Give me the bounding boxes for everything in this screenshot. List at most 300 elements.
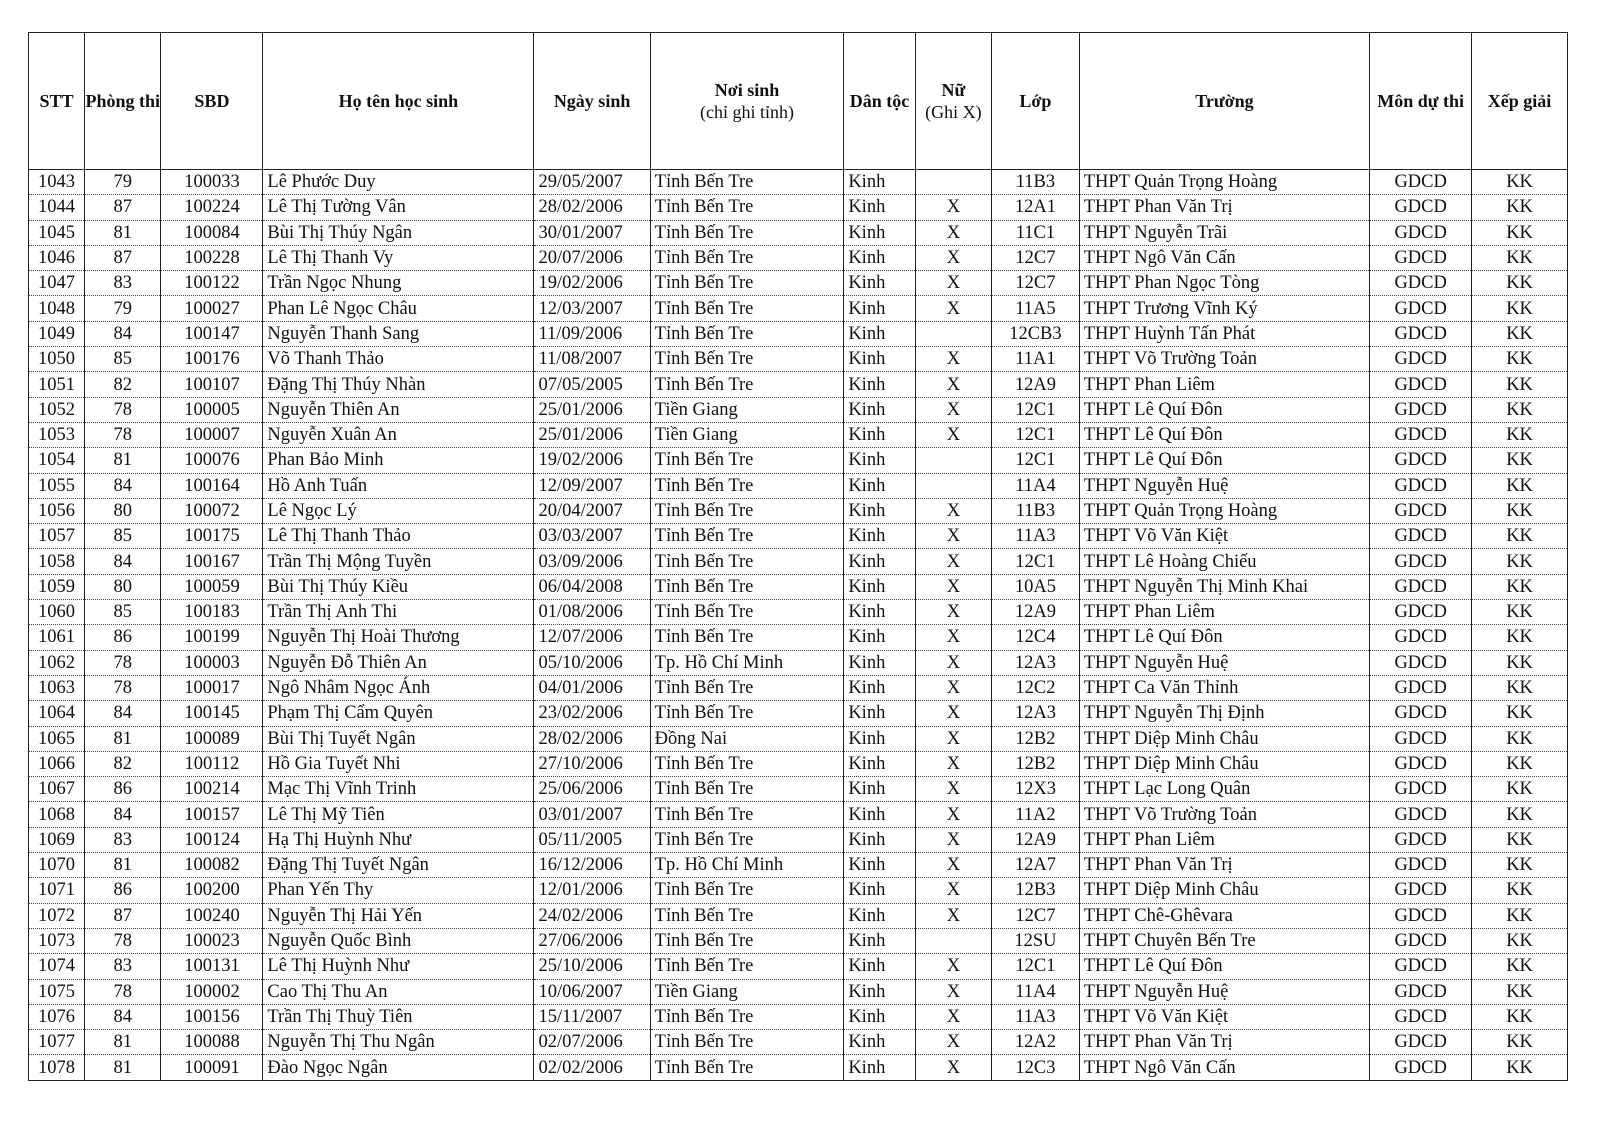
cell-truong: THPT Lê Quí Đôn	[1079, 625, 1369, 650]
cell-dan-toc: Kinh	[844, 170, 915, 195]
cell-ngay-sinh: 29/05/2007	[534, 170, 650, 195]
table-row	[29, 296, 1568, 321]
cell-truong: THPT Diệp Minh Châu	[1079, 726, 1369, 751]
cell-stt: 1078	[29, 1055, 85, 1080]
cell-ngay-sinh: 25/01/2006	[534, 397, 650, 422]
cell-phong-thi: 87	[85, 245, 161, 270]
cell-noi-sinh: Tỉnh Bến Tre	[650, 802, 844, 827]
cell-phong-thi: 78	[85, 928, 161, 953]
cell-stt: 1052	[29, 397, 85, 422]
cell-mon: GDCD	[1370, 1055, 1472, 1080]
table-row	[29, 448, 1568, 473]
table-row	[29, 422, 1568, 447]
cell-xep-giai: KK	[1472, 853, 1568, 878]
cell-mon: GDCD	[1370, 625, 1472, 650]
cell-nu: X	[915, 726, 991, 751]
cell-dan-toc: Kinh	[844, 347, 915, 372]
cell-lop: 11B3	[992, 498, 1080, 523]
cell-phong-thi: 87	[85, 195, 161, 220]
table-row	[29, 347, 1568, 372]
cell-nu: X	[915, 979, 991, 1004]
cell-lop: 12C1	[992, 549, 1080, 574]
col-header-ho-ten: Họ tên học sinh	[263, 33, 534, 170]
cell-noi-sinh: Tỉnh Bến Tre	[650, 777, 844, 802]
cell-phong-thi: 83	[85, 271, 161, 296]
cell-dan-toc: Kinh	[844, 372, 915, 397]
cell-stt: 1061	[29, 625, 85, 650]
cell-nu: X	[915, 878, 991, 903]
cell-phong-thi: 79	[85, 296, 161, 321]
table-row	[29, 574, 1568, 599]
cell-ho-ten: Phạm Thị Cẩm Quyên	[263, 701, 534, 726]
cell-truong: THPT Lạc Long Quân	[1079, 777, 1369, 802]
cell-stt: 1073	[29, 928, 85, 953]
cell-noi-sinh: Tỉnh Bến Tre	[650, 245, 844, 270]
col-header-lop: Lớp	[992, 33, 1080, 170]
cell-dan-toc: Kinh	[844, 954, 915, 979]
cell-truong: THPT Phan Liêm	[1079, 372, 1369, 397]
cell-nu: X	[915, 954, 991, 979]
cell-nu	[915, 170, 991, 195]
cell-xep-giai: KK	[1472, 650, 1568, 675]
cell-lop: 12B2	[992, 726, 1080, 751]
cell-dan-toc: Kinh	[844, 777, 915, 802]
cell-dan-toc: Kinh	[844, 448, 915, 473]
cell-ho-ten: Đào Ngọc Ngân	[263, 1055, 534, 1080]
cell-ngay-sinh: 04/01/2006	[534, 675, 650, 700]
cell-mon: GDCD	[1370, 701, 1472, 726]
cell-truong: THPT Phan Văn Trị	[1079, 1030, 1369, 1055]
cell-truong: THPT Lê Quí Đôn	[1079, 422, 1369, 447]
cell-phong-thi: 81	[85, 1055, 161, 1080]
cell-lop: 12A9	[992, 600, 1080, 625]
cell-lop: 12CB3	[992, 321, 1080, 346]
cell-sbd: 100200	[161, 878, 263, 903]
cell-sbd: 100072	[161, 498, 263, 523]
cell-xep-giai: KK	[1472, 296, 1568, 321]
cell-ho-ten: Nguyễn Thị Hoài Thương	[263, 625, 534, 650]
cell-stt: 1066	[29, 751, 85, 776]
cell-xep-giai: KK	[1472, 397, 1568, 422]
nu-label: Nữ	[941, 80, 966, 100]
col-header-nu	[915, 33, 991, 170]
cell-nu: X	[915, 751, 991, 776]
table-row	[29, 650, 1568, 675]
cell-lop: 12B2	[992, 751, 1080, 776]
cell-lop: 12C3	[992, 1055, 1080, 1080]
cell-stt: 1063	[29, 675, 85, 700]
cell-sbd: 100145	[161, 701, 263, 726]
cell-ho-ten: Lê Ngọc Lý	[263, 498, 534, 523]
noi-sinh-label: Nơi sinh	[714, 80, 780, 100]
cell-ho-ten: Trần Thị Mộng Tuyền	[263, 549, 534, 574]
cell-lop: 10A5	[992, 574, 1080, 599]
cell-ngay-sinh: 12/03/2007	[534, 296, 650, 321]
cell-nu: X	[915, 903, 991, 928]
cell-phong-thi: 81	[85, 220, 161, 245]
cell-truong: THPT Võ Văn Kiệt	[1079, 1004, 1369, 1029]
cell-noi-sinh: Tỉnh Bến Tre	[650, 878, 844, 903]
cell-dan-toc: Kinh	[844, 271, 915, 296]
cell-sbd: 100164	[161, 473, 263, 498]
cell-ho-ten: Ngô Nhâm Ngọc Ánh	[263, 675, 534, 700]
cell-dan-toc: Kinh	[844, 726, 915, 751]
cell-nu: X	[915, 1004, 991, 1029]
cell-xep-giai: KK	[1472, 777, 1568, 802]
cell-xep-giai: KK	[1472, 954, 1568, 979]
table-row	[29, 954, 1568, 979]
cell-ho-ten: Lê Thị Mỹ Tiên	[263, 802, 534, 827]
cell-noi-sinh: Tỉnh Bến Tre	[650, 903, 844, 928]
cell-xep-giai: KK	[1472, 979, 1568, 1004]
cell-phong-thi: 84	[85, 321, 161, 346]
cell-xep-giai: KK	[1472, 751, 1568, 776]
cell-truong: THPT Lê Quí Đôn	[1079, 397, 1369, 422]
cell-sbd: 100003	[161, 650, 263, 675]
cell-mon: GDCD	[1370, 170, 1472, 195]
cell-stt: 1047	[29, 271, 85, 296]
cell-sbd: 100199	[161, 625, 263, 650]
cell-nu: X	[915, 347, 991, 372]
cell-ngay-sinh: 03/09/2006	[534, 549, 650, 574]
cell-xep-giai: KK	[1472, 675, 1568, 700]
cell-ngay-sinh: 10/06/2007	[534, 979, 650, 1004]
table-row	[29, 625, 1568, 650]
cell-sbd: 100122	[161, 271, 263, 296]
cell-mon: GDCD	[1370, 600, 1472, 625]
cell-nu: X	[915, 574, 991, 599]
cell-ngay-sinh: 01/08/2006	[534, 600, 650, 625]
cell-noi-sinh: Tỉnh Bến Tre	[650, 170, 844, 195]
table-row	[29, 726, 1568, 751]
cell-mon: GDCD	[1370, 1030, 1472, 1055]
cell-ho-ten: Mạc Thị Vĩnh Trinh	[263, 777, 534, 802]
table-row	[29, 853, 1568, 878]
cell-truong: THPT Nguyễn Huệ	[1079, 473, 1369, 498]
cell-dan-toc: Kinh	[844, 1055, 915, 1080]
cell-ho-ten: Hồ Anh Tuấn	[263, 473, 534, 498]
cell-lop: 12C2	[992, 675, 1080, 700]
col-header-truong: Trường	[1079, 33, 1369, 170]
cell-ngay-sinh: 20/07/2006	[534, 245, 650, 270]
cell-ngay-sinh: 25/06/2006	[534, 777, 650, 802]
cell-noi-sinh: Tỉnh Bến Tre	[650, 271, 844, 296]
cell-truong: THPT Chuyên Bến Tre	[1079, 928, 1369, 953]
cell-stt: 1059	[29, 574, 85, 599]
cell-nu: X	[915, 549, 991, 574]
cell-mon: GDCD	[1370, 726, 1472, 751]
cell-sbd: 100091	[161, 1055, 263, 1080]
cell-nu: X	[915, 220, 991, 245]
cell-phong-thi: 80	[85, 574, 161, 599]
table-row	[29, 372, 1568, 397]
cell-ngay-sinh: 24/02/2006	[534, 903, 650, 928]
cell-xep-giai: KK	[1472, 372, 1568, 397]
cell-phong-thi: 84	[85, 473, 161, 498]
cell-ngay-sinh: 30/01/2007	[534, 220, 650, 245]
cell-xep-giai: KK	[1472, 422, 1568, 447]
cell-nu	[915, 473, 991, 498]
cell-ngay-sinh: 02/07/2006	[534, 1030, 650, 1055]
cell-noi-sinh: Tỉnh Bến Tre	[650, 1004, 844, 1029]
header-row	[29, 33, 1568, 170]
table-row	[29, 321, 1568, 346]
cell-sbd: 100017	[161, 675, 263, 700]
cell-phong-thi: 82	[85, 372, 161, 397]
cell-xep-giai: KK	[1472, 473, 1568, 498]
cell-nu: X	[915, 245, 991, 270]
cell-noi-sinh: Tỉnh Bến Tre	[650, 600, 844, 625]
cell-stt: 1075	[29, 979, 85, 1004]
cell-ngay-sinh: 12/07/2006	[534, 625, 650, 650]
cell-stt: 1050	[29, 347, 85, 372]
cell-xep-giai: KK	[1472, 701, 1568, 726]
cell-noi-sinh: Tỉnh Bến Tre	[650, 448, 844, 473]
cell-mon: GDCD	[1370, 448, 1472, 473]
table-row	[29, 397, 1568, 422]
cell-mon: GDCD	[1370, 195, 1472, 220]
cell-noi-sinh: Tỉnh Bến Tre	[650, 524, 844, 549]
cell-lop: 11A1	[992, 347, 1080, 372]
cell-sbd: 100228	[161, 245, 263, 270]
cell-stt: 1055	[29, 473, 85, 498]
cell-ho-ten: Cao Thị Thu An	[263, 979, 534, 1004]
cell-noi-sinh: Tỉnh Bến Tre	[650, 625, 844, 650]
cell-xep-giai: KK	[1472, 170, 1568, 195]
cell-nu: X	[915, 701, 991, 726]
cell-phong-thi: 84	[85, 701, 161, 726]
cell-stt: 1046	[29, 245, 85, 270]
cell-dan-toc: Kinh	[844, 397, 915, 422]
cell-lop: 12A7	[992, 853, 1080, 878]
cell-lop: 11B3	[992, 170, 1080, 195]
cell-nu: X	[915, 1030, 991, 1055]
cell-phong-thi: 81	[85, 726, 161, 751]
cell-ho-ten: Nguyễn Thiên An	[263, 397, 534, 422]
cell-lop: 11A3	[992, 524, 1080, 549]
cell-dan-toc: Kinh	[844, 675, 915, 700]
cell-xep-giai: KK	[1472, 321, 1568, 346]
cell-truong: THPT Nguyễn Huệ	[1079, 650, 1369, 675]
cell-sbd: 100214	[161, 777, 263, 802]
col-header-dan-toc: Dân tộc	[844, 33, 915, 170]
cell-ho-ten: Trần Thị Anh Thi	[263, 600, 534, 625]
cell-mon: GDCD	[1370, 473, 1472, 498]
cell-ngay-sinh: 07/05/2005	[534, 372, 650, 397]
cell-nu: X	[915, 600, 991, 625]
cell-dan-toc: Kinh	[844, 321, 915, 346]
cell-truong: THPT Ngô Văn Cấn	[1079, 245, 1369, 270]
cell-lop: 12C7	[992, 245, 1080, 270]
cell-lop: 12C7	[992, 903, 1080, 928]
cell-xep-giai: KK	[1472, 878, 1568, 903]
table-row	[29, 245, 1568, 270]
cell-stt: 1045	[29, 220, 85, 245]
cell-xep-giai: KK	[1472, 549, 1568, 574]
cell-lop: 12X3	[992, 777, 1080, 802]
cell-truong: THPT Nguyễn Thị Minh Khai	[1079, 574, 1369, 599]
cell-mon: GDCD	[1370, 853, 1472, 878]
cell-sbd: 100124	[161, 827, 263, 852]
cell-sbd: 100147	[161, 321, 263, 346]
cell-xep-giai: KK	[1472, 347, 1568, 372]
cell-mon: GDCD	[1370, 675, 1472, 700]
cell-mon: GDCD	[1370, 372, 1472, 397]
cell-ho-ten: Đặng Thị Thúy Nhàn	[263, 372, 534, 397]
noi-sinh-note: (chỉ ghi tỉnh)	[700, 102, 794, 122]
cell-noi-sinh: Tiền Giang	[650, 397, 844, 422]
cell-phong-thi: 83	[85, 954, 161, 979]
cell-truong: THPT Nguyễn Trãi	[1079, 220, 1369, 245]
cell-phong-thi: 78	[85, 650, 161, 675]
cell-lop: 12A2	[992, 1030, 1080, 1055]
cell-truong: THPT Phan Văn Trị	[1079, 853, 1369, 878]
cell-phong-thi: 82	[85, 751, 161, 776]
cell-phong-thi: 85	[85, 524, 161, 549]
cell-ngay-sinh: 19/02/2006	[534, 271, 650, 296]
cell-noi-sinh: Tỉnh Bến Tre	[650, 1055, 844, 1080]
cell-ho-ten: Nguyễn Xuân An	[263, 422, 534, 447]
cell-xep-giai: KK	[1472, 928, 1568, 953]
cell-sbd: 100112	[161, 751, 263, 776]
cell-nu: X	[915, 296, 991, 321]
cell-ngay-sinh: 12/09/2007	[534, 473, 650, 498]
cell-ngay-sinh: 25/01/2006	[534, 422, 650, 447]
cell-stt: 1077	[29, 1030, 85, 1055]
cell-dan-toc: Kinh	[844, 422, 915, 447]
col-header-stt: STT	[29, 33, 85, 170]
cell-ngay-sinh: 28/02/2006	[534, 726, 650, 751]
cell-mon: GDCD	[1370, 271, 1472, 296]
cell-lop: 12C1	[992, 448, 1080, 473]
cell-mon: GDCD	[1370, 245, 1472, 270]
cell-ho-ten: Hồ Gia Tuyết Nhi	[263, 751, 534, 776]
cell-truong: THPT Quản Trọng Hoàng	[1079, 170, 1369, 195]
cell-ngay-sinh: 12/01/2006	[534, 878, 650, 903]
cell-stt: 1069	[29, 827, 85, 852]
cell-noi-sinh: Tỉnh Bến Tre	[650, 498, 844, 523]
cell-noi-sinh: Tỉnh Bến Tre	[650, 701, 844, 726]
cell-dan-toc: Kinh	[844, 751, 915, 776]
cell-nu: X	[915, 271, 991, 296]
cell-ngay-sinh: 28/02/2006	[534, 195, 650, 220]
cell-sbd: 100082	[161, 853, 263, 878]
cell-stt: 1065	[29, 726, 85, 751]
cell-noi-sinh: Tiền Giang	[650, 422, 844, 447]
cell-mon: GDCD	[1370, 574, 1472, 599]
cell-lop: 12C7	[992, 271, 1080, 296]
cell-noi-sinh: Tỉnh Bến Tre	[650, 195, 844, 220]
cell-ngay-sinh: 11/09/2006	[534, 321, 650, 346]
table-row	[29, 675, 1568, 700]
cell-mon: GDCD	[1370, 751, 1472, 776]
cell-lop: 12SU	[992, 928, 1080, 953]
col-header-noi-sinh	[650, 33, 844, 170]
cell-dan-toc: Kinh	[844, 928, 915, 953]
cell-stt: 1056	[29, 498, 85, 523]
cell-nu	[915, 448, 991, 473]
cell-xep-giai: KK	[1472, 827, 1568, 852]
cell-ho-ten: Nguyễn Quốc Bình	[263, 928, 534, 953]
cell-xep-giai: KK	[1472, 524, 1568, 549]
cell-stt: 1051	[29, 372, 85, 397]
cell-dan-toc: Kinh	[844, 549, 915, 574]
col-header-phong-thi: Phòng thi	[85, 33, 161, 170]
cell-mon: GDCD	[1370, 777, 1472, 802]
cell-dan-toc: Kinh	[844, 473, 915, 498]
cell-noi-sinh: Tỉnh Bến Tre	[650, 296, 844, 321]
cell-lop: 12A9	[992, 827, 1080, 852]
cell-dan-toc: Kinh	[844, 701, 915, 726]
cell-phong-thi: 81	[85, 448, 161, 473]
cell-ho-ten: Trần Thị Thuỳ Tiên	[263, 1004, 534, 1029]
cell-sbd: 100167	[161, 549, 263, 574]
cell-stt: 1043	[29, 170, 85, 195]
cell-ho-ten: Nguyễn Thanh Sang	[263, 321, 534, 346]
cell-dan-toc: Kinh	[844, 524, 915, 549]
cell-noi-sinh: Tỉnh Bến Tre	[650, 473, 844, 498]
cell-truong: THPT Nguyễn Huệ	[1079, 979, 1369, 1004]
cell-xep-giai: KK	[1472, 1055, 1568, 1080]
cell-xep-giai: KK	[1472, 271, 1568, 296]
cell-mon: GDCD	[1370, 802, 1472, 827]
cell-noi-sinh: Tỉnh Bến Tre	[650, 675, 844, 700]
cell-stt: 1062	[29, 650, 85, 675]
cell-sbd: 100002	[161, 979, 263, 1004]
cell-ho-ten: Hạ Thị Huỳnh Như	[263, 827, 534, 852]
table-header	[29, 33, 1568, 170]
col-header-sbd: SBD	[161, 33, 263, 170]
cell-xep-giai: KK	[1472, 574, 1568, 599]
cell-noi-sinh: Tiền Giang	[650, 979, 844, 1004]
cell-noi-sinh: Tỉnh Bến Tre	[650, 549, 844, 574]
cell-truong: THPT Lê Quí Đôn	[1079, 954, 1369, 979]
cell-ho-ten: Võ Thanh Thảo	[263, 347, 534, 372]
cell-ngay-sinh: 03/01/2007	[534, 802, 650, 827]
cell-truong: THPT Trương Vĩnh Ký	[1079, 296, 1369, 321]
cell-dan-toc: Kinh	[844, 827, 915, 852]
cell-nu: X	[915, 827, 991, 852]
col-header-ngay-sinh: Ngày sinh	[534, 33, 650, 170]
cell-nu: X	[915, 524, 991, 549]
table-row	[29, 1030, 1568, 1055]
cell-nu: X	[915, 675, 991, 700]
cell-ho-ten: Bùi Thị Tuyết Ngân	[263, 726, 534, 751]
cell-sbd: 100076	[161, 448, 263, 473]
table-row	[29, 878, 1568, 903]
table-row	[29, 751, 1568, 776]
cell-dan-toc: Kinh	[844, 650, 915, 675]
table-row	[29, 1004, 1568, 1029]
table-body	[29, 170, 1568, 1081]
cell-stt: 1049	[29, 321, 85, 346]
table-row	[29, 220, 1568, 245]
cell-phong-thi: 86	[85, 777, 161, 802]
cell-phong-thi: 84	[85, 802, 161, 827]
cell-dan-toc: Kinh	[844, 625, 915, 650]
cell-ho-ten: Phan Yến Thy	[263, 878, 534, 903]
cell-dan-toc: Kinh	[844, 195, 915, 220]
cell-lop: 12A3	[992, 701, 1080, 726]
cell-truong: THPT Võ Trường Toản	[1079, 802, 1369, 827]
cell-lop: 12C1	[992, 422, 1080, 447]
cell-ngay-sinh: 05/10/2006	[534, 650, 650, 675]
cell-nu: X	[915, 650, 991, 675]
cell-stt: 1071	[29, 878, 85, 903]
cell-ho-ten: Phan Bảo Minh	[263, 448, 534, 473]
cell-noi-sinh: Tỉnh Bến Tre	[650, 574, 844, 599]
cell-sbd: 100089	[161, 726, 263, 751]
